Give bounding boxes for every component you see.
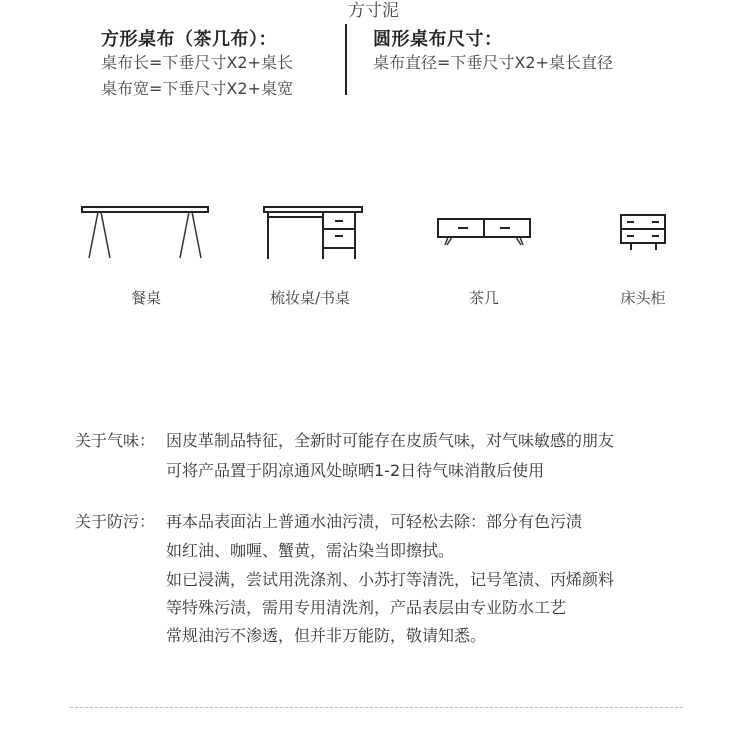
- stain-note-line: 如已浸满，尝试用洗涤剂、小苏打等清洗，记号笔渍、丙烯颜料: [166, 570, 615, 589]
- nightstand-icon: [0, 0, 750, 320]
- brand-name: 方寸泥: [348, 1, 399, 21]
- stain-note-line: 常规油污不渗透，但并非万能防，敬请知悉。: [166, 626, 487, 645]
- round-cloth-title: 圆形桌布尺寸：: [373, 29, 503, 50]
- square-cloth-width-formula: 桌布宽=下垂尺寸X2+桌宽: [101, 79, 293, 98]
- stain-note-label: 关于防污：: [75, 512, 156, 531]
- stain-note-line: 如红油、咖喱、蟹黄，需沾染当即擦拭。: [166, 541, 455, 560]
- square-cloth-title: 方形桌布（茶几布）：: [101, 29, 277, 50]
- furniture-label-dining-table: 餐桌: [130, 289, 162, 307]
- odor-note-label: 关于气味：: [75, 431, 156, 450]
- odor-note-line: 因皮革制品特征，全新时可能存在皮质气味，对气味敏感的朋友: [166, 431, 615, 450]
- stain-note-line: 再本品表面沾上普通水油污渍，可轻松去除：部分有色污渍: [166, 512, 583, 531]
- stain-note-line: 等特殊污渍，需用专用清洗剂，产品表层由专业防水工艺: [166, 598, 567, 617]
- odor-note-line: 可将产品置于阴凉通风处晾晒1-2日待气味消散后使用: [166, 461, 545, 480]
- furniture-label-desk: 梳妆桌/书桌: [269, 289, 351, 307]
- round-cloth-diameter-formula: 桌布直径=下垂尺寸X2+桌长直径: [373, 53, 613, 72]
- dashed-separator: [70, 707, 683, 708]
- square-cloth-length-formula: 桌布长=下垂尺寸X2+桌长: [101, 53, 293, 72]
- furniture-label-coffee-table: 茶几: [468, 289, 500, 307]
- furniture-label-nightstand: 床头柜: [620, 289, 666, 307]
